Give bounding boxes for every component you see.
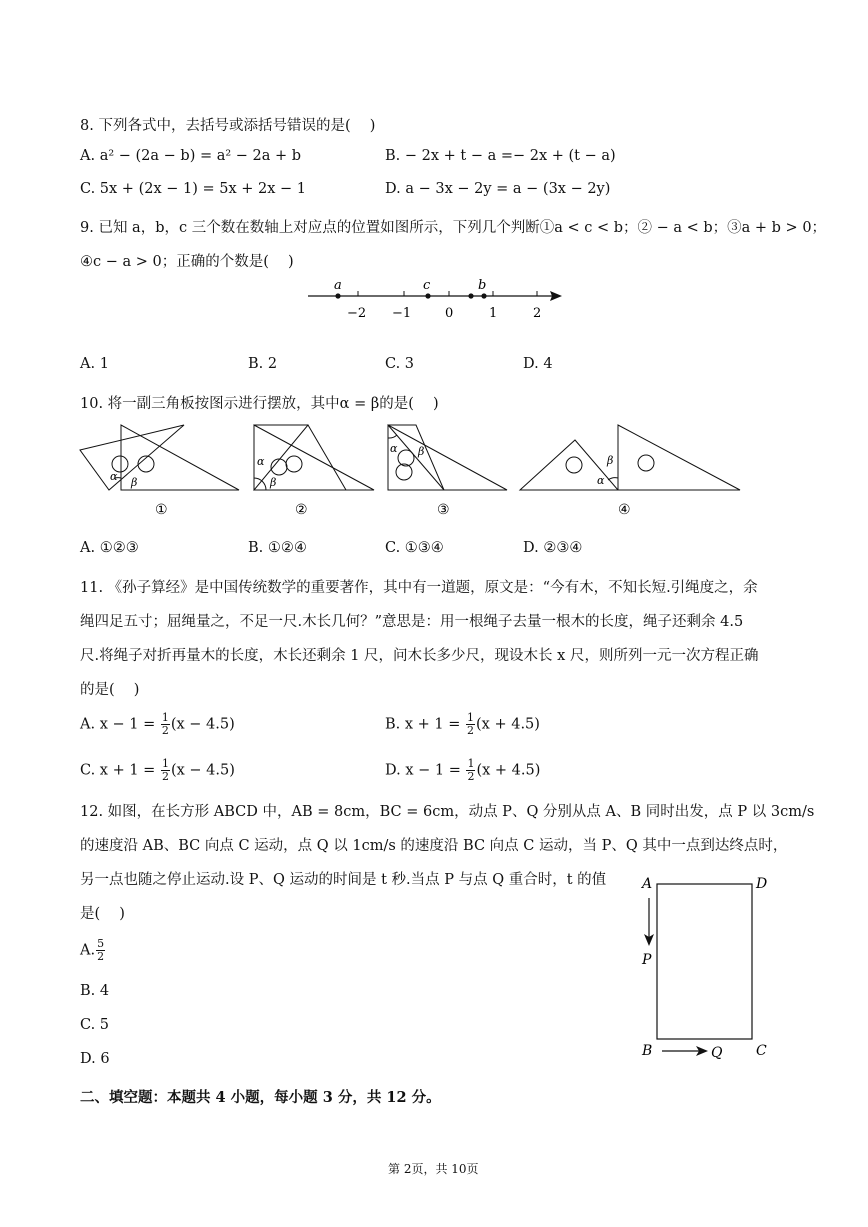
- fig4-triangle-b: [618, 425, 740, 490]
- rectangle-abcd: [657, 884, 752, 1039]
- q11-c-rhs: (x − 4.5): [170, 762, 235, 779]
- q10-stem: 10. 将一副三角板按图示进行摆放，其中α = β的是( ): [80, 396, 439, 412]
- q8-option-c: C. 5x + (2x − 1) = 5x + 2x − 1: [80, 181, 307, 197]
- q10-option-d: D. ②③④: [523, 540, 583, 556]
- fig4-label: ④: [618, 502, 631, 518]
- label-c: c: [423, 278, 431, 293]
- label-P: P: [642, 952, 652, 968]
- fig1-beta: β: [131, 476, 138, 489]
- fig2-triangle-b: [254, 425, 346, 490]
- q10-figures: [76, 420, 746, 520]
- label-B: B: [642, 1043, 653, 1059]
- fig3-angle-arc: [388, 435, 397, 438]
- q11-option-a: [80, 712, 235, 737]
- q9-option-d: D. 4: [523, 356, 553, 372]
- fig3-circle-1: [398, 450, 414, 466]
- q11-option-d: [385, 758, 540, 783]
- fig2-circle-2: [286, 456, 302, 472]
- point-a: [335, 293, 340, 298]
- tick-label-0: 0: [445, 306, 454, 321]
- point-extra: [468, 293, 473, 298]
- fig3-beta: β: [418, 445, 425, 458]
- q11-option-b: [385, 712, 540, 737]
- q11-c-fraction: $\frac{1}{2}$: [161, 757, 169, 783]
- q11-d-fraction: $\frac{1}{2}$: [467, 757, 475, 783]
- fig3-alpha: α: [390, 442, 398, 455]
- q8-option-a: A. a² − (2a − b) = a² − 2a + b: [80, 148, 302, 164]
- q12-option-a: [80, 938, 106, 963]
- fig3-circle-2: [396, 464, 412, 480]
- q10-option-c: C. ①③④: [385, 540, 444, 556]
- label-C: C: [756, 1043, 767, 1059]
- q9-option-b: B. 2: [248, 356, 278, 372]
- figure-1: [80, 425, 239, 490]
- q11-a-lhs: A. x − 1 =: [80, 716, 156, 733]
- q12-a-fraction: $\frac{5}{2}$: [97, 937, 105, 963]
- q11-b-lhs: B. x + 1 =: [385, 716, 461, 733]
- fig4-circle-2: [638, 455, 654, 471]
- q9-option-a: A. 1: [80, 356, 109, 372]
- q8-option-d: D. a − 3x − 2y = a − (3x − 2y): [385, 181, 611, 197]
- q11-line4: 的是( ): [80, 682, 140, 698]
- q11-b-rhs: (x + 4.5): [476, 716, 540, 733]
- label-D: D: [756, 876, 768, 892]
- fig4-alpha: α: [597, 474, 605, 487]
- q12-line3: 另一点也随之停止运动.设 P、Q 运动的时间是 t 秒.当点 P 与点 Q 重合时，t 的值: [80, 872, 607, 888]
- q9-number-line: [300, 276, 570, 326]
- tick-label-minus1: −1: [392, 306, 412, 321]
- label-A: A: [642, 876, 653, 892]
- tick-label-2: 2: [533, 306, 542, 321]
- q11-d-rhs: (x + 4.5): [476, 762, 541, 779]
- tick-label-minus2: −2: [347, 306, 367, 321]
- figure-3: [388, 425, 507, 490]
- q11-a-fraction: $\frac{1}{2}$: [161, 711, 169, 737]
- q11-d-lhs: D. x − 1 =: [385, 762, 461, 779]
- label-Q: Q: [711, 1045, 723, 1061]
- q8-stem: 8. 下列各式中，去括号或添括号错误的是( ): [80, 118, 376, 134]
- point-b: [481, 293, 486, 298]
- fig1-label: ①: [155, 502, 168, 518]
- fig4-circle-1: [566, 457, 582, 473]
- q12-line4: 是( ): [80, 906, 125, 922]
- q12-a-label: A.: [80, 942, 96, 959]
- point-c: [425, 293, 430, 298]
- q9-stem-line1: 9. 已知 a，b，c 三个数在数轴上对应点的位置如图所示，下列几个判断①a < c < b；② − a < b；③a + b > 0；: [80, 220, 827, 236]
- q10-option-b: B. ①②④: [248, 540, 307, 556]
- q11-line2: 绳四足五寸；屈绳量之，不足一尺.木长几何？”意思是：用一根绳子去量一根木的长度，绳子还剩余 4.5: [80, 614, 744, 630]
- q11-line1: 11. 《孙子算经》是中国传统数学的重要著作，其中有一道题，原文是：“今有木，不知长短.引绳度之，余: [80, 580, 758, 596]
- q8-option-b: B. − 2x + t − a =− 2x + (t − a): [385, 148, 616, 164]
- section-2-heading: 二、填空题：本题共 4 小题，每小题 3 分，共 12 分。: [80, 1089, 441, 1106]
- q9-stem-line2: ④c − a > 0；正确的个数是( ): [80, 254, 294, 270]
- q11-c-lhs: C. x + 1 =: [80, 762, 156, 779]
- label-b: b: [478, 278, 487, 293]
- q12-option-b: B. 4: [80, 983, 110, 999]
- q12-line1: 12. 如图，在长方形 ABCD 中，AB = 8cm，BC = 6cm，动点 P、Q 分别从点 A、B 同时出发，点 P 以 3cm/s: [80, 804, 815, 820]
- tick-label-1: 1: [489, 306, 498, 321]
- figure-4: [520, 425, 740, 490]
- fig2-beta: β: [270, 476, 277, 489]
- q11-option-c: [80, 758, 235, 783]
- page-footer: 第 2页，共 10页: [388, 1162, 479, 1176]
- q12-option-d: D. 6: [80, 1051, 110, 1067]
- q9-option-c: C. 3: [385, 356, 415, 372]
- fig2-label: ②: [295, 502, 308, 518]
- q11-line3: 尺.将绳子对折再量木的长度，木长还剩余 1 尺，问木长多少尺，现设木长 x 尺，则所列一元一次方程正确: [80, 648, 759, 664]
- label-a: a: [334, 278, 342, 293]
- q12-option-c: C. 5: [80, 1017, 110, 1033]
- fig3-label: ③: [437, 502, 450, 518]
- fig1-alpha: α: [110, 470, 118, 483]
- fig1-triangle-a: [121, 425, 239, 490]
- q10-option-a: A. ①②③: [80, 540, 139, 556]
- q11-b-fraction: $\frac{1}{2}$: [467, 711, 475, 737]
- q12-line2: 的速度沿 AB、BC 向点 C 运动，点 Q 以 1cm/s 的速度沿 BC 向点 C 运动，当 P、Q 其中一点到达终点时，: [80, 838, 788, 854]
- fig2-alpha: α: [257, 455, 265, 468]
- fig3-diagonal: [388, 425, 444, 490]
- q11-a-rhs: (x − 4.5): [170, 716, 235, 733]
- q12-rectangle-figure: [636, 868, 776, 1068]
- fig4-beta: β: [607, 454, 614, 467]
